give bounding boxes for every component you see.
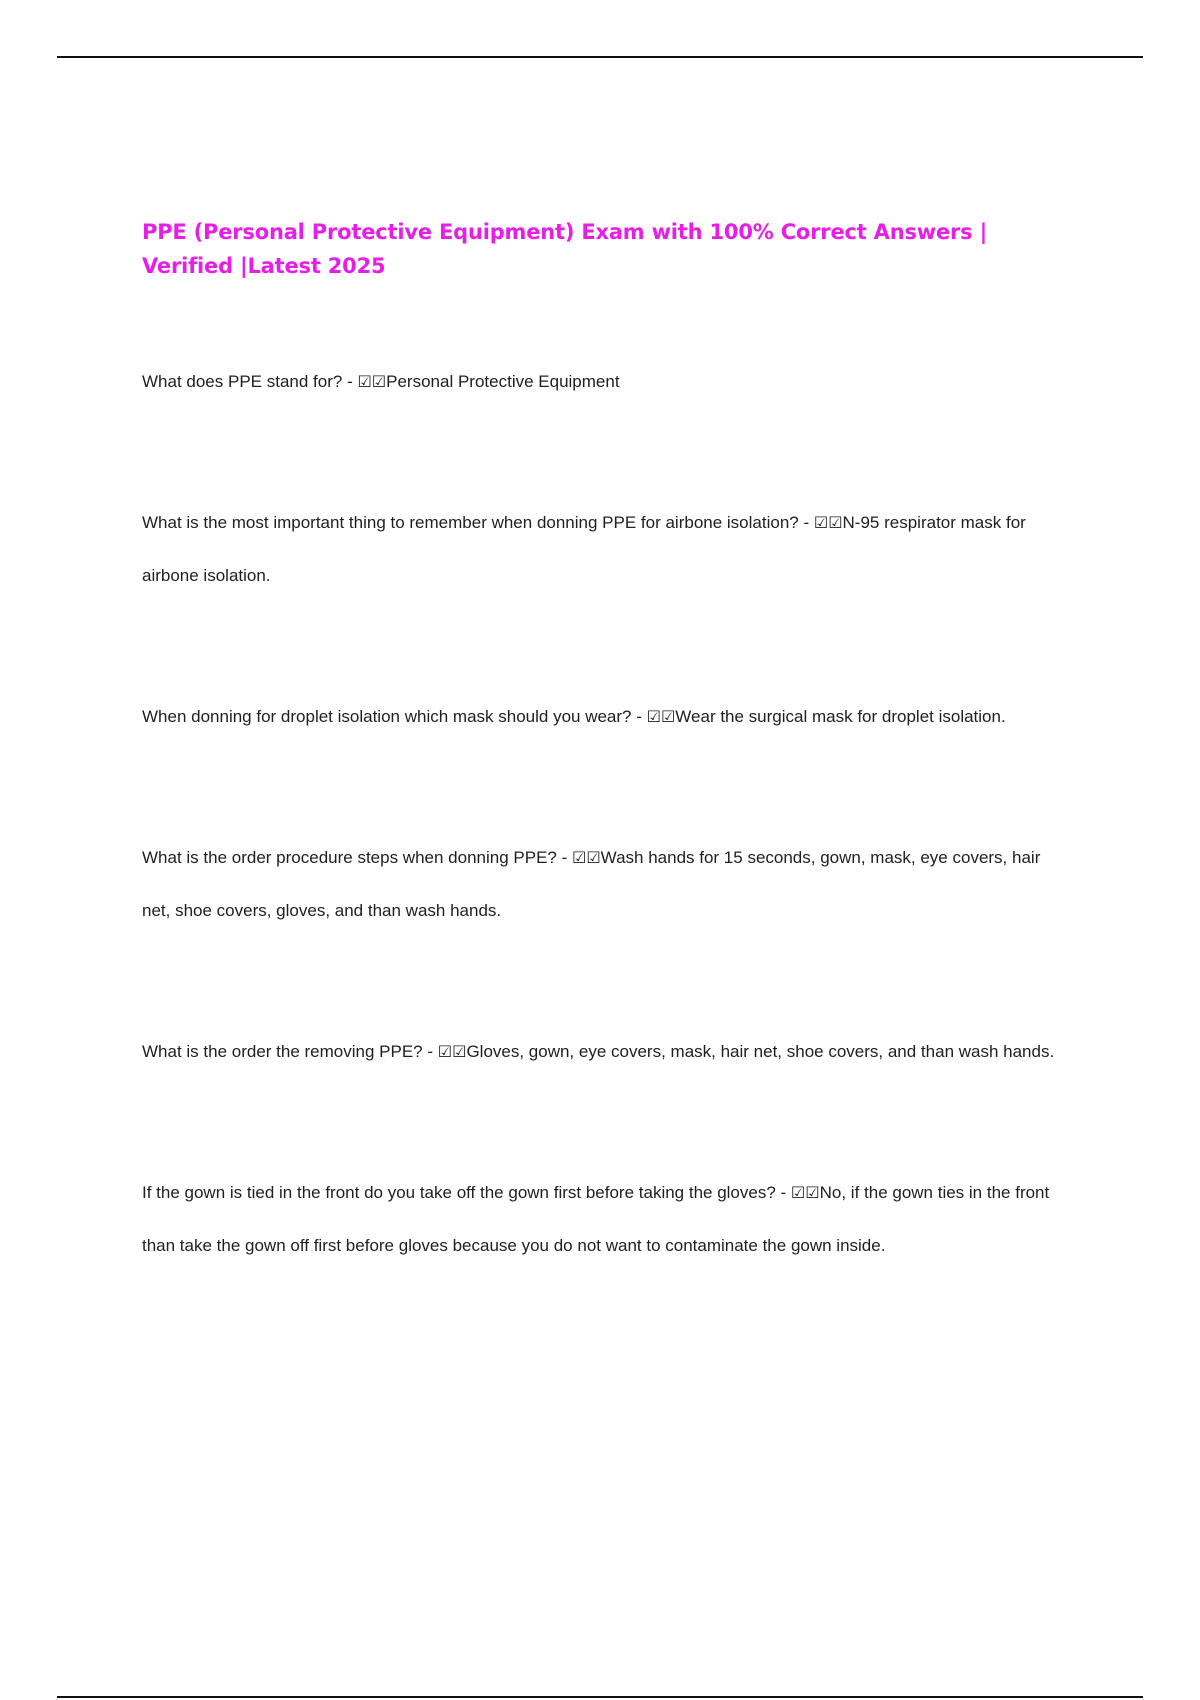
checkbox-checked-icon: ☑☑ [790, 1183, 820, 1202]
qa-item [142, 1025, 1072, 1078]
document-title: PPE (Personal Protective Equipment) Exam with 100% Correct Answers | Verified |Latest 2025 [142, 220, 988, 278]
qa-item [142, 496, 1072, 602]
separator: - [775, 1183, 791, 1202]
answer-text: Wash hands for 15 seconds, gown, mask, eye covers, hair net, shoe covers, gloves, and than wash hands. [142, 848, 1041, 920]
answer-text: Wear the surgical mask for droplet isolation. [675, 707, 1006, 726]
checkbox-checked-icon: ☑☑ [437, 1042, 467, 1061]
qa-item [142, 1166, 1072, 1272]
checkbox-checked-icon: ☑☑ [646, 707, 676, 726]
separator: - [342, 372, 358, 391]
question-text: When donning for droplet isolation which mask should you wear? [142, 707, 632, 726]
separator: - [798, 513, 814, 532]
question-text: What is the most important thing to remember when donning PPE for airbone isolation? [142, 513, 799, 532]
qa-list [142, 355, 1072, 1272]
qa-item [142, 831, 1072, 937]
separator: - [556, 848, 572, 867]
separator: - [631, 707, 647, 726]
qa-item [142, 355, 1072, 408]
question-text: What is the order the removing PPE? [142, 1042, 423, 1061]
answer-text: Personal Protective Equipment [386, 372, 620, 391]
answer-text: Gloves, gown, eye covers, mask, hair net, shoe covers, and than wash hands. [466, 1042, 1055, 1061]
answer-text: N-95 respirator mask for airbone isolation. [142, 513, 1026, 585]
header-rule [57, 56, 1143, 58]
question-text: If the gown is tied in the front do you take off the gown first before taking the gloves? [142, 1183, 776, 1202]
question-text: What does PPE stand for? [142, 372, 343, 391]
separator: - [422, 1042, 438, 1061]
answer-text: No, if the gown ties in the front than take the gown off first before gloves because you do not want to contaminate the gown inside. [142, 1183, 1050, 1255]
checkbox-checked-icon: ☑☑ [813, 513, 843, 532]
footer-rule [57, 1696, 1143, 1698]
checkbox-checked-icon: ☑☑ [571, 848, 601, 867]
question-text: What is the order procedure steps when donning PPE? [142, 848, 557, 867]
qa-item [142, 690, 1072, 743]
checkbox-checked-icon: ☑☑ [357, 372, 387, 391]
document-body [142, 215, 1072, 1272]
